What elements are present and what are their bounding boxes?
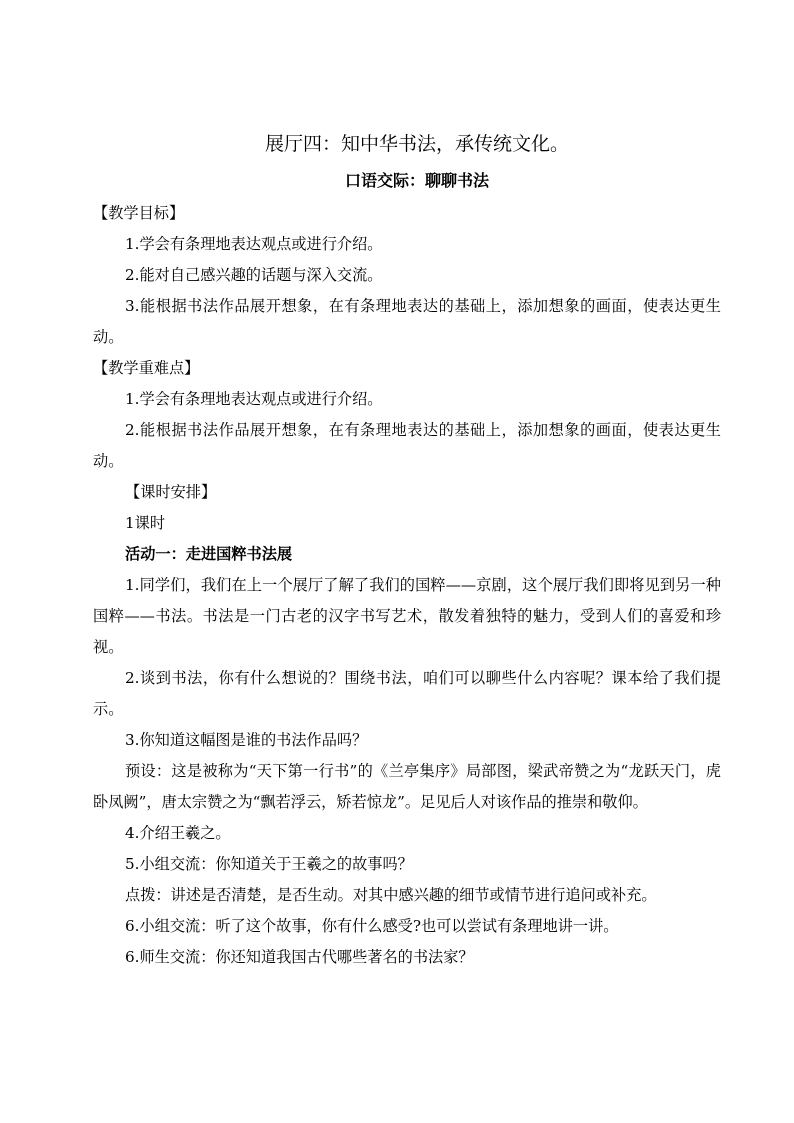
section-heading-key-points: 【教学重难点】 <box>93 359 200 377</box>
paragraph: 6.师生交流：你还知道我国古代哪些著名的书法家？ <box>125 948 474 966</box>
section-heading-objectives: 【教学目标】 <box>93 204 185 222</box>
paragraph: 2.谈到书法，你有什么想说的？围绕书法，咱们可以聊些什么内容呢？课本给了我们提示。 <box>93 669 721 718</box>
paragraph: 3.你知道这幅图是谁的书法作品吗？ <box>125 731 368 749</box>
document-title: 展厅四：知中华书法，承传统文化。 <box>264 133 569 155</box>
paragraph: 3.能根据书法作品展开想象，在有条理地表达的基础上，添加想象的画面，使表达更生动。 <box>93 297 721 346</box>
paragraph: 2.能根据书法作品展开想象，在有条理地表达的基础上，添加想象的画面，使表达更生动。 <box>93 421 721 470</box>
paragraph: 点拨：讲述是否清楚，是否生动。对其中感兴趣的细节或情节进行追问或补充。 <box>125 886 657 904</box>
paragraph: 1课时 <box>125 514 166 532</box>
paragraph: 1.学会有条理地表达观点或进行介绍。 <box>125 235 383 253</box>
paragraph: 预设：这是被称为“天下第一行书”的《兰亭集序》局部图，梁武帝赞之为“龙跃天门，虎卧凤阙”，唐太宗赞之为“飘若浮云，矫若惊龙”。足见后人对该作品的推崇和敬仰。 <box>93 762 721 811</box>
section-heading-schedule: 【课时安排】 <box>125 483 217 501</box>
paragraph: 6.小组交流：听了这个故事，你有什么感受?也可以尝试有条理地讲一讲。 <box>125 917 619 935</box>
document-subtitle: 口语交际：聊聊书法 <box>344 171 489 190</box>
activity-heading: 活动一：走进国粹书法展 <box>125 545 293 563</box>
document-content <box>93 128 721 973</box>
paragraph: 5.小组交流：你知道关于王羲之的故事吗？ <box>125 855 413 873</box>
paragraph: 4.介绍王羲之。 <box>125 824 231 842</box>
paragraph: 2.能对自己感兴趣的话题与深入交流。 <box>125 266 383 284</box>
paragraph: 1.同学们，我们在上一个展厅了解了我们的国粹——京剧，这个展厅我们即将见到另一种国粹——书法。书法是一门古老的汉字书写艺术，散发着独特的魅力，受到人们的喜爱和珍视。 <box>93 576 721 656</box>
paragraph: 1.学会有条理地表达观点或进行介绍。 <box>125 390 383 408</box>
